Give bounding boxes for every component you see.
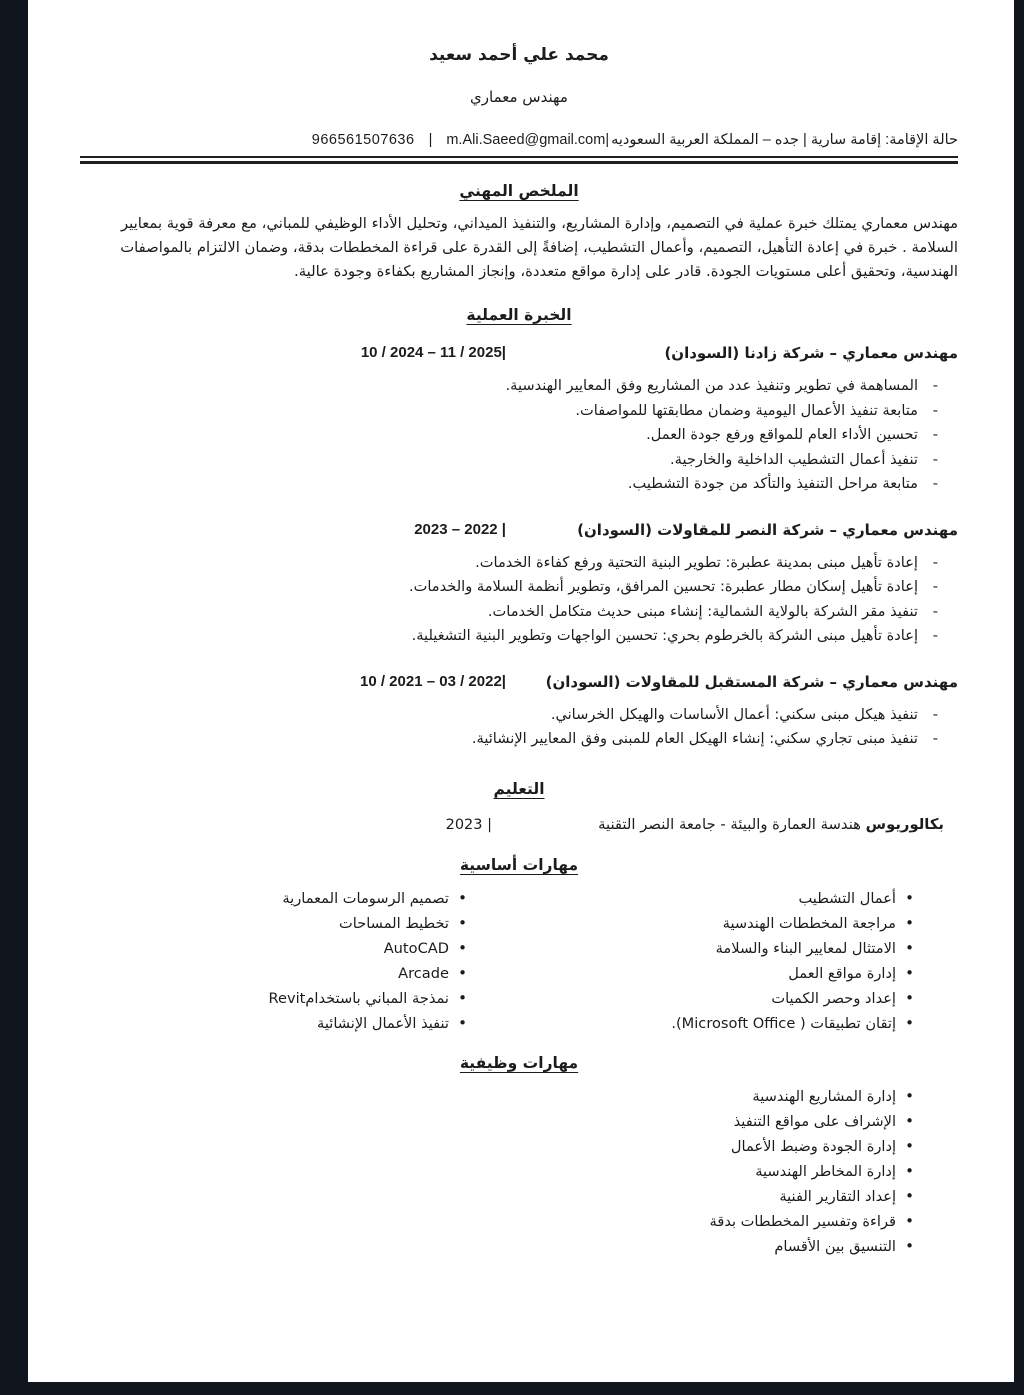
job-bullet: - المساهمة في تطوير وتنفيذ عدد من المشاريع وفق المعايير الهندسية. — [80, 374, 942, 399]
job-bullet: - تنفيذ مبنى تجاري سكني: إنشاء الهيكل العام للمبنى وفق المعايير الإنشائية. — [80, 727, 942, 752]
job-date: 2023 – 2022 | — [414, 520, 506, 538]
job-date: 10 / 2024 – 11 / 2025| — [360, 344, 506, 361]
skill-item: • إدارة المشاريع الهندسية — [80, 1084, 914, 1109]
education-entry — [80, 814, 944, 836]
experience-heading: الخبرة العملية — [466, 306, 572, 324]
job-entry — [80, 342, 958, 497]
education-date: 2023 | — [445, 816, 492, 833]
job-bullet: - متابعة مراحل التنفيذ والتأكد من جودة التشطيب. — [80, 472, 942, 497]
functional-skills-heading: مهارات وظيفية — [459, 1053, 579, 1072]
skill-item: • نمذجة المباني باستخدامRevit — [80, 986, 467, 1011]
job-bullets — [80, 703, 958, 752]
summary-heading: الملخص المهني — [459, 182, 579, 200]
phone-number: 966561507636 — [311, 132, 415, 148]
job-entry — [80, 671, 958, 752]
skill-item: • إتقان تطبيقات ( Microsoft Office). — [519, 1011, 914, 1036]
job-title: مهندس معماري – شركة المستقبل للمقاولات (السودان) — [545, 672, 958, 691]
header-divider — [80, 156, 958, 164]
skill-item: • تخطيط المساحات — [80, 911, 467, 936]
functional-skills-section — [80, 1084, 958, 1259]
skill-item: • تصميم الرسومات المعمارية — [80, 886, 467, 911]
job-bullet: - تنفيذ مقر الشركة بالولاية الشمالية: إنشاء مبنى حديث متكامل الخدمات. — [80, 600, 942, 625]
basic-skills-columns — [80, 886, 958, 1036]
skill-item: • AutoCAD — [80, 936, 467, 961]
cv-page — [28, 0, 1014, 1382]
degree-type: بكالوريوس — [865, 815, 944, 833]
basic-skills-right-column — [519, 886, 958, 1036]
skill-item: • قراءة وتفسير المخططات بدقة — [80, 1209, 914, 1234]
skill-item: • إعداد التقارير الفنية — [80, 1184, 914, 1209]
job-date: 10 / 2021 – 03 / 2022| — [360, 672, 506, 690]
skill-item: • أعمال التشطيب — [519, 886, 914, 911]
skill-item: • مراجعة المخططات الهندسية — [519, 911, 914, 936]
job-bullet: - إعادة تأهيل إسكان مطار عطبرة: تحسين المرافق، وتطوير أنظمة السلامة والخدمات. — [80, 575, 942, 600]
skill-item: • الإشراف على مواقع التنفيذ — [80, 1109, 914, 1134]
skill-item: • إدارة المخاطر الهندسية — [80, 1159, 914, 1184]
skill-item: • إدارة الجودة وضبط الأعمال — [80, 1134, 914, 1159]
skill-item: • إعداد وحصر الكميات — [519, 986, 914, 1011]
job-entry — [80, 519, 958, 649]
job-bullets — [80, 374, 958, 497]
candidate-name: محمد علي أحمد سعيد — [429, 45, 609, 65]
basic-skills-list-right — [519, 886, 958, 1036]
skill-item: • الامتثال لمعايير البناء والسلامة — [519, 936, 914, 961]
job-bullets — [80, 551, 958, 649]
job-title-row — [80, 519, 958, 541]
basic-skills-heading: مهارات أساسية — [459, 855, 579, 874]
residence-location: حالة الإقامة: إقامة سارية | جده – المملكة العربية السعوديه — [611, 132, 958, 148]
basic-skills-list-left — [80, 886, 519, 1036]
job-title: مهندس معماري – شركة زادنا (السودان) — [664, 344, 958, 362]
job-bullet: - إعادة تأهيل مبنى الشركة بالخرطوم بحري: تحسين الواجهات وتطوير البنية التشغيلية. — [80, 624, 942, 649]
email-address: m.Ali.Saeed@gmail.com| — [446, 132, 610, 148]
job-bullet: - إعادة تأهيل مبنى بمدينة عطبرة: تطوير البنية التحتية ورفع كفاءة الخدمات. — [80, 551, 942, 576]
skill-item: • Arcade — [80, 961, 467, 986]
candidate-job-title: مهندس معماري — [470, 88, 568, 106]
job-bullet: - تحسين الأداء العام للمواقع ورفع جودة العمل. — [80, 423, 942, 448]
education-heading: التعليم — [493, 779, 545, 798]
job-title: مهندس معماري – شركة النصر للمقاولات (السودان) — [577, 520, 958, 539]
job-bullet: - متابعة تنفيذ الأعمال اليومية وضمان مطابقتها للمواصفات. — [80, 399, 942, 424]
skill-item: • تنفيذ الأعمال الإنشائية — [80, 1011, 467, 1036]
skill-item: • التنسيق بين الأقسام — [80, 1234, 914, 1259]
contact-separator: | — [428, 132, 433, 148]
job-bullet: - تنفيذ هيكل مبنى سكني: أعمال الأساسات والهيكل الخرساني. — [80, 703, 942, 728]
skill-item: • إدارة مواقع العمل — [519, 961, 914, 986]
job-title-row — [80, 342, 958, 364]
job-title-row — [80, 671, 958, 693]
degree-details: هندسة العمارة والبيئة - جامعة النصر التقنية — [598, 815, 866, 833]
functional-skills-list — [80, 1084, 958, 1259]
summary-text: مهندس معماري يمتلك خبرة عملية في التصميم، وإدارة المشاريع، والتنفيذ الميداني، وتحليل الأداء الوظيفي للمباني، مع معرفة قوية بمعايير السلامة . خبرة في إعادة التأهيل، التصميم، وأعمال التشطيب، إضافةً إلى القدرة على قراءة المخططات بدقة، وضمان الالتزام بالمواصفات الهندسية، وتحقيق أعلى مستويات الجودة. قادر على إدارة مواقع متعددة، وإنجاز المشاريع بكفاءة وجودة عالية. — [120, 215, 958, 280]
contact-line — [80, 130, 958, 151]
basic-skills-left-column — [80, 886, 519, 1036]
job-bullet: - تنفيذ أعمال التشطيب الداخلية والخارجية. — [80, 448, 942, 473]
